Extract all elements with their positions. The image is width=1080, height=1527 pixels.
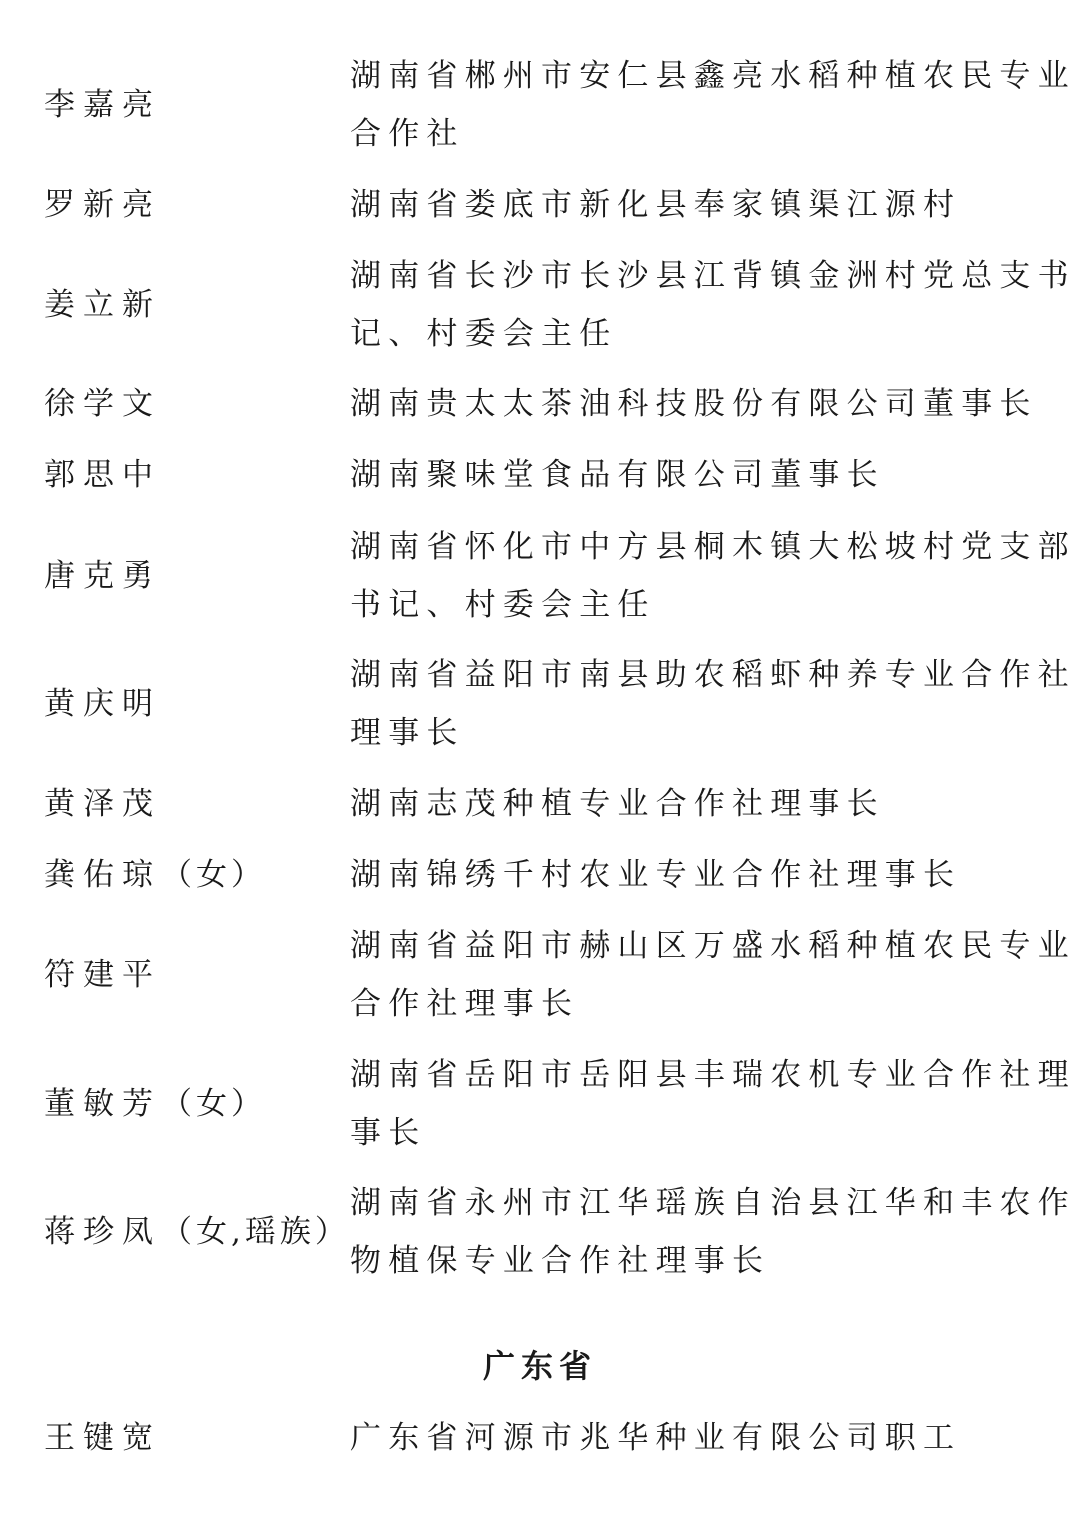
organization-line: 湖南贵太太茶油科技股份有限公司董事长 [350,386,1038,422]
organization-line: 事长 [350,1115,427,1151]
person-name: 黄庆明 [44,686,161,722]
organization-line: 湖南志茂种植专业合作社理事长 [350,786,885,822]
person-name: 唐克勇 [44,558,161,594]
organization-line: 湖南省永州市江华瑶族自治县江华和丰农作 [350,1185,1076,1221]
organization [350,1174,1076,1290]
organization-line: 湖南省岳阳市岳阳县丰瑞农机专业合作社理 [350,1057,1076,1093]
organization-line: 湖南省怀化市中方县桐木镇大松坡村党支部 [350,529,1076,565]
organization-line: 合作社 [350,116,465,152]
organization [350,176,1050,234]
organization-line: 湖南省长沙市长沙县江背镇金洲村党总支书 [350,258,1076,294]
person-name: 姜立新 [44,287,161,323]
organization-line: 理事长 [350,715,465,751]
organization [350,375,1050,433]
organization-line: 湖南省娄底市新化县奉家镇渠江源村 [350,187,962,223]
person-name: 符建平 [44,957,161,993]
person-name: 徐学文 [44,386,161,422]
person-name: 黄泽茂 [44,786,161,822]
organization-line: 记、村委会主任 [350,316,618,352]
organization-line: 湖南省郴州市安仁县鑫亮水稻种植农民专业 [350,58,1076,94]
organization [350,446,1050,504]
organization [350,518,1076,634]
organization [350,846,1050,904]
person-name: 董敏芳（女） [44,1086,266,1122]
organization [350,775,1050,833]
person-name: 李嘉亮 [44,87,161,123]
organization-line: 湖南聚味堂食品有限公司董事长 [350,457,885,493]
person-name: 王键宽 [44,1420,161,1456]
person-name: 郭思中 [44,457,161,493]
organization [350,247,1076,363]
organization-line: 合作社理事长 [350,986,580,1022]
organization [350,1409,1050,1467]
organization [350,47,1076,163]
organization-line: 书记、村委会主任 [350,587,656,623]
organization-line: 物植保专业合作社理事长 [350,1243,771,1279]
section-heading: 广东省 [482,1347,597,1385]
organization [350,917,1076,1033]
organization [350,646,1076,762]
organization [350,1046,1076,1162]
organization-line: 湖南省益阳市南县助农稻虾种养专业合作社 [350,657,1076,693]
organization-line: 湖南省益阳市赫山区万盛水稻种植农民专业 [350,928,1076,964]
organization-line: 广东省河源市兆华种业有限公司职工 [350,1420,962,1456]
person-name: 蒋珍凤（女,瑶族） [44,1214,350,1250]
person-name: 罗新亮 [44,187,161,223]
organization-line: 湖南锦绣千村农业专业合作社理事长 [350,857,962,893]
person-name: 龚佑琼（女） [44,857,266,893]
